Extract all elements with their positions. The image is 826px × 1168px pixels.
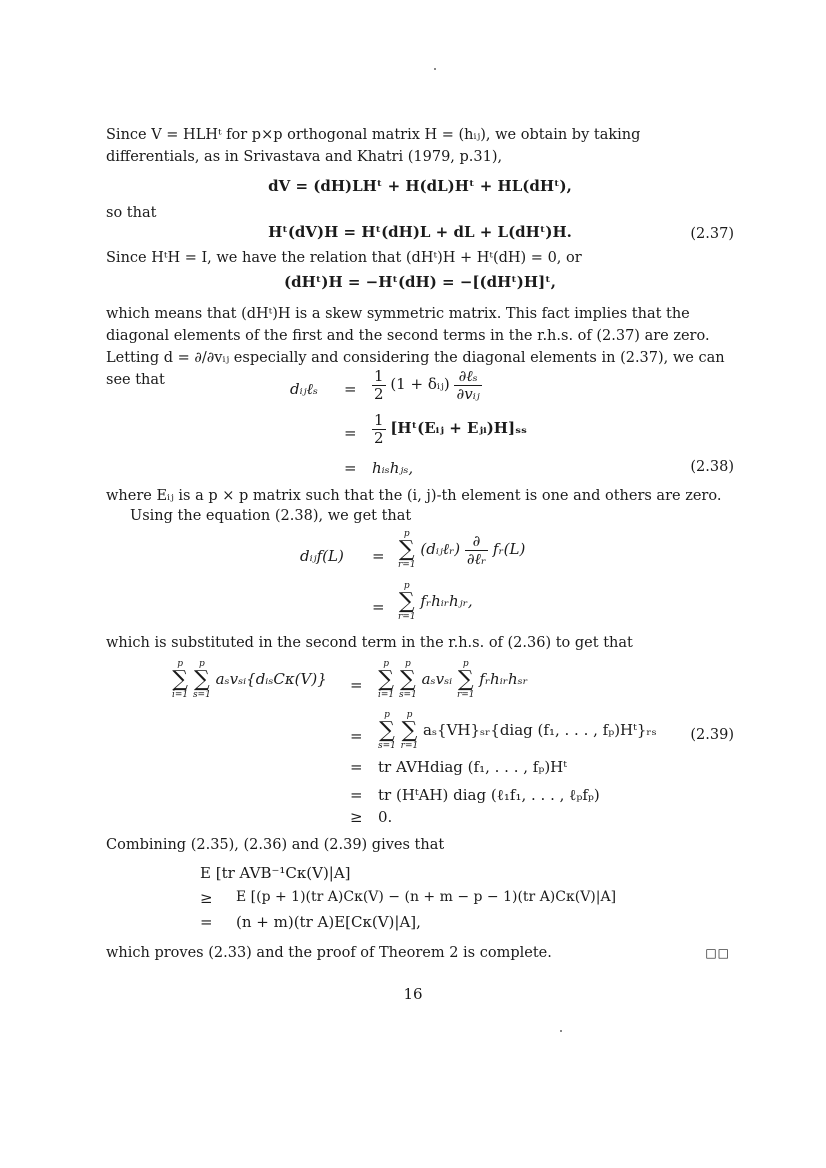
partial-l-fraction: $\frac{\partial}{\text{∂ℓᵣ}}$ — [466, 532, 487, 568]
final-rel-2: = — [200, 913, 213, 931]
sum-s: p ∑ s=1 — [192, 659, 211, 700]
sum-r-3: p ∑ r=1 — [456, 659, 475, 700]
eq-2-38-rel-2: = — [344, 424, 357, 442]
eq-2-39-rel-5: ≥ — [350, 808, 363, 826]
paragraph-7: which is substituted in the second term in the r.h.s. of (2.36) to get that — [106, 635, 633, 651]
partial-fraction: $\frac{\text{∂ℓₛ}}{\text{∂vᵢⱼ}}$ — [456, 367, 480, 403]
df-row-2: p ∑ r=1 fᵣhᵢᵣhⱼᵣ, — [398, 581, 473, 622]
eq-2-39-rel-3: = — [350, 758, 363, 776]
equation-number-2-38: (2.38) — [690, 459, 734, 475]
sum-s-2: p ∑ s=1 — [398, 659, 417, 700]
eq-2-38-row-3: hᵢₛhⱼₛ, — [372, 459, 414, 477]
eq-2-39-row-1: p ∑ i=1 p ∑ s=1 aₛvₛᵢ p ∑ r=1 fᵣhᵢᵣhₛᵣ — [378, 659, 528, 700]
eq-2-39-rel-2: = — [350, 727, 363, 745]
final-row-2: (n + m)(tr A)E[Cκ(V)|A], — [236, 913, 421, 931]
eq-2-38-rel-1: = — [344, 380, 357, 398]
eq-2-38-row-2: $\frac{1}{2}$ [Hᵗ(Eᵢⱼ + Eⱼᵢ)H]ₛₛ — [374, 411, 527, 447]
qed-symbol: □□ — [705, 946, 730, 960]
paragraph-4: which means that (dHᵗ)H is a skew symmetric matrix. This fact implies that the diagonal elements of the first and the second terms in the r.h.s. of (2.37) are zero. Letting d = ∂/∂vᵢⱼ especially and considering the diagonal elements in (2.37), we can see that — [106, 306, 725, 388]
final-row-1: E [(p + 1)(tr A)Cκ(V) − (n + m − p − 1)(tr A)Cκ(V)|A] — [236, 889, 617, 905]
final-lhs: E [tr AVB⁻¹Cκ(V)|A] — [200, 864, 351, 882]
eq-2-39-rel-4: = — [350, 786, 363, 804]
sum-r-4: p ∑ r=1 — [400, 710, 419, 751]
half-fraction-2: $\frac{1}{2}$ — [374, 411, 384, 447]
scan-speck — [434, 68, 436, 70]
equation-skew: (dHᵗ)H = −Hᵗ(dH) = −[(dHᵗ)H]ᵗ, — [284, 273, 556, 291]
eq-2-39-row-2: p ∑ s=1 p ∑ r=1 aₛ{VH}ₛᵣ{diag (f₁, . . . , fₚ)Hᵗ}ᵣₛ — [378, 710, 657, 751]
final-rel-1: ≥ — [200, 889, 213, 907]
paragraph-2: so that — [106, 205, 157, 221]
sum-r: p ∑ r=1 — [398, 529, 416, 570]
eq-2-38-lhs: dᵢⱼℓₛ — [290, 380, 318, 398]
paragraph-8: Combining (2.35), (2.36) and (2.39) gives that — [106, 837, 445, 853]
paragraph-5: where Eᵢⱼ is a p × p matrix such that the (i, j)-th element is one and others are zero. — [106, 488, 722, 504]
eq-2-39-lhs: p ∑ i=1 p ∑ s=1 aₛvₛᵢ{dᵢₛCκ(V)} — [172, 659, 327, 700]
equation-number-2-37: (2.37) — [690, 226, 734, 242]
paragraph-3: Since HᵗH = I, we have the relation that (dHᵗ)H + Hᵗ(dH) = 0, or — [106, 250, 582, 266]
page-number: 16 — [403, 985, 423, 1003]
df-rel-2: = — [372, 598, 385, 616]
df-lhs: dᵢⱼf(L) — [300, 547, 344, 565]
eq-2-39-rel-1: = — [350, 676, 363, 694]
sum-s-3: p ∑ s=1 — [378, 710, 396, 751]
df-row-1: p ∑ r=1 (dᵢⱼℓᵣ) $\frac{\partial}{\text{∂ℓᵣ}}$ fᵣ(L) — [398, 529, 526, 570]
scan-speck-2 — [560, 1030, 562, 1032]
paragraph-6: Using the equation (2.38), we get that — [130, 508, 412, 524]
eq-2-39-row-5: 0. — [378, 808, 393, 826]
eq-2-39-row-4: tr (HᵗAH) diag (ℓ₁f₁, . . . , ℓₚfₚ) — [378, 786, 600, 804]
equation-dV: dV = (dH)LHᵗ + H(dL)Hᵗ + HL(dHᵗ), — [268, 177, 572, 195]
sum-r-2: p ∑ r=1 — [398, 581, 416, 622]
half-fraction: $\frac{1}{2}$ — [374, 367, 384, 403]
df-rel-1: = — [372, 547, 385, 565]
equation-2-37: Hᵗ(dV)H = Hᵗ(dH)L + dL + L(dHᵗ)H. — [268, 223, 572, 241]
eq-2-38-rel-3: = — [344, 459, 357, 477]
eq-2-39-row-3: tr AVHdiag (f₁, . . . , fₚ)Hᵗ — [378, 758, 567, 776]
paragraph-1: Since V = HLHᵗ for p×p orthogonal matrix H = (hᵢⱼ), we obtain by taking differentials, as in Srivastava and Khatri (1979, p.31), — [106, 127, 641, 165]
eq-2-38-row-1: $\frac{1}{2}$ (1 + δᵢⱼ) $\frac{\text{∂ℓₛ}}{\text{∂vᵢⱼ}}$ — [374, 367, 480, 403]
paragraph-9: which proves (2.33) and the proof of Theorem 2 is complete. — [106, 945, 552, 961]
sum-i-2: p ∑ i=1 — [378, 659, 395, 700]
equation-number-2-39: (2.39) — [690, 727, 734, 743]
sum-i: p ∑ i=1 — [172, 659, 189, 700]
